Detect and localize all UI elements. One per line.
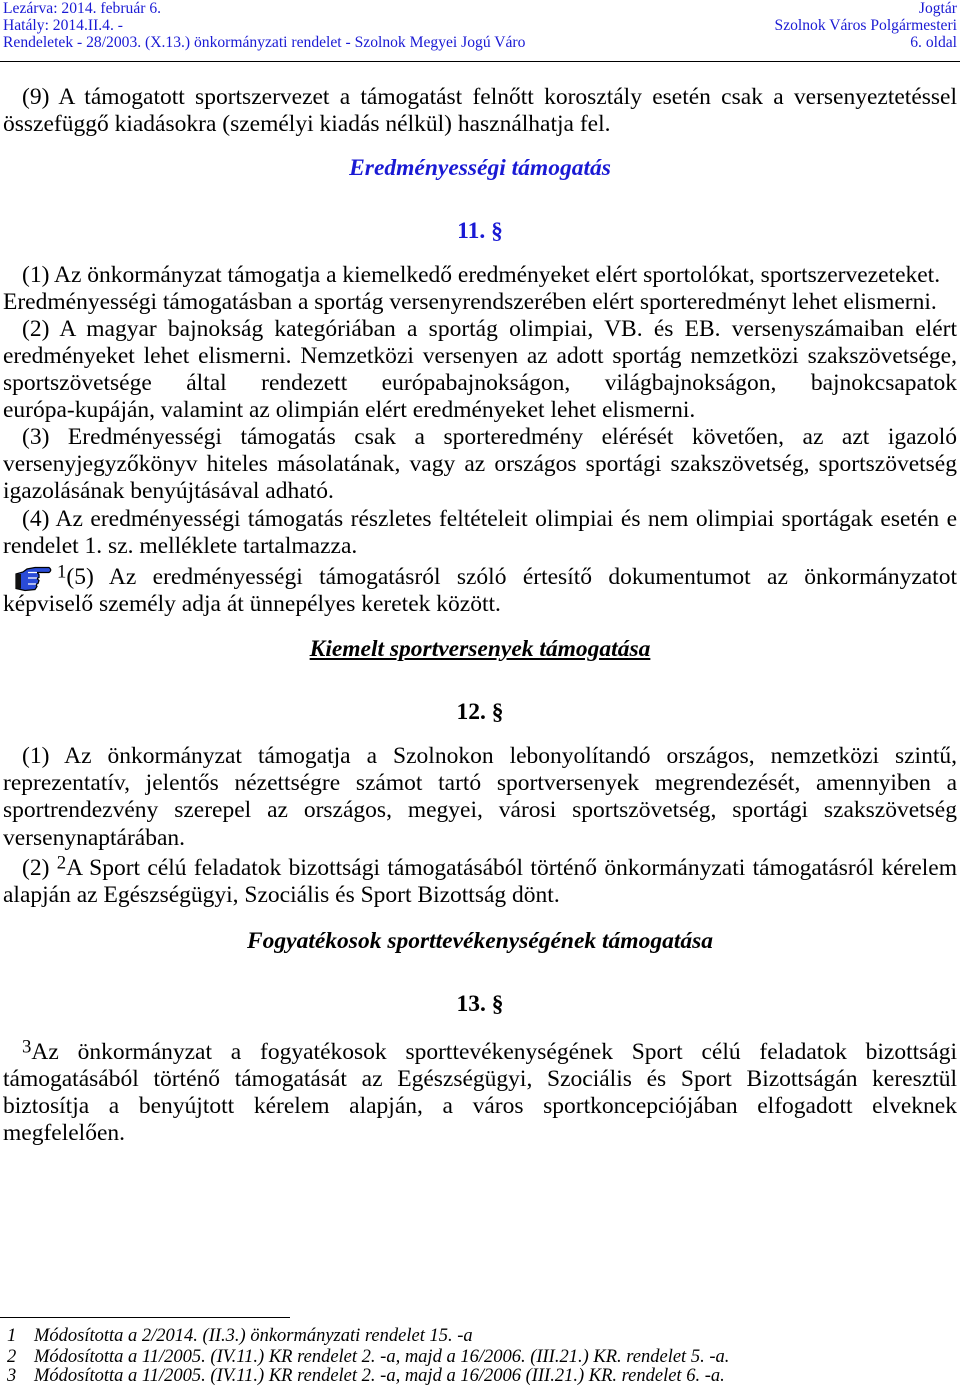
paragraph-9-line-1: (9) A támogatott sportszervezet a támogatást felnőtt korosztály esetén csak a versenyeztetéssel [22, 84, 957, 110]
footnote-2-number: 2 [7, 1347, 17, 1367]
s11-p3-line-2: versenyjegyzőkönyv hiteles másolatának, vagy az országos sportági szakszövetség, sportszövetség [3, 451, 957, 477]
header-document-title: Rendeletek - 28/2003. (X.13.) önkormányzati rendelet - Szolnok Megyei Jogú Váro [3, 34, 526, 51]
s11-p1-line-1: (1) Az önkormányzat támogatja a kiemelkedő eredményeket elért sportolókat, sportszervezeteket. [22, 262, 941, 288]
s12-p2-line-2: alapján az Egészségügyi, Szociális és Sport Bizottság dönt. [3, 882, 560, 908]
page-header-left [3, 0, 525, 51]
s13-p1-line-1 [22, 1039, 957, 1066]
s12-p1-line-4: versenynaptárában. [3, 825, 186, 851]
footnote-3-text: Módosította a 11/2005. (IV.11.) KR rendelet 2. -a, majd a 16/2006 (III.21.) KR. rendelet 6. -a. [34, 1366, 725, 1386]
footnote-2-text: Módosította a 11/2005. (IV.11.) KR rendelet 2. -a, majd a 16/2006. (III.21.) KR. rendelet 5. -a. [34, 1347, 730, 1367]
s11-p5-line-2: képviselő személy adja át ünnepélyes keretek között. [3, 591, 501, 617]
footnote-ref-1: 1 [57, 564, 67, 583]
s11-p1-line-2: Eredményességi támogatásban a sportág versenyrendszerében elért sporteredményt lehet elismerni. [3, 289, 937, 315]
section-number-11: 11. § [457, 218, 503, 244]
header-source: Jogtár [918, 0, 957, 17]
s13-p1-line-1-text: Az önkormányzat a fogyatékosok sporttevékenységének Sport célú feladatok bizottsági [31, 1039, 957, 1065]
s12-p1-line-2: reprezentatív, jelentős nézettségre számot tartó sportversenyek megrendezését, amennyiben a [3, 770, 957, 796]
section-title-eredmenyessegi: Eredményességi támogatás [349, 155, 611, 181]
s12-p2-line-1-text: A Sport célú feladatok bizottsági támogatásából történő önkormányzati támogatásról kérelem [66, 855, 957, 881]
footnote-divider [0, 1317, 290, 1318]
section-number-12: 12. § [456, 699, 504, 725]
s11-p4-line-2: rendelet 1. sz. melléklete tartalmazza. [3, 533, 358, 559]
header-effective-date: Hatály: 2014.II.4. - [3, 17, 123, 34]
s11-p3-line-1: (3) Eredményességi támogatás csak a sporteredmény elérését követően, az azt igazoló [22, 424, 957, 450]
s13-p1-line-3: biztosítja a benyújtott kérelem alapján, a város sportkoncepciójában elfogadott elveknek [3, 1093, 957, 1119]
section-title-kiemelt: Kiemelt sportversenyek támogatása [309, 636, 651, 662]
footnote-ref-2: 2 [56, 855, 67, 874]
section-number-13: 13. § [456, 991, 504, 1017]
paragraph-9-line-2: összefüggő kiadásokra (személyi kiadás nélkül) használhatja fel. [3, 111, 611, 137]
s11-p2-line-1: (2) A magyar bajnokság kategóriában a sportág olimpiai, VB. és EB. versenyszámaiban elért [22, 316, 957, 342]
s13-p1-line-2: támogatásából történő támogatását az Egészségügyi, Szociális és Sport Bizottságán keresztül [3, 1066, 957, 1092]
s11-p3-line-3: igazolásának benyújtásával adható. [3, 478, 334, 504]
footnote-ref-3: 3 [22, 1039, 32, 1058]
footnote-2 [0, 1347, 960, 1367]
s12-p2-prefix: (2) [22, 855, 50, 881]
footnote-1-number: 1 [7, 1326, 17, 1346]
s13-p1-line-4: megfelelően. [3, 1120, 126, 1146]
footnote-3 [0, 1366, 960, 1386]
s11-p5-line-1 [57, 564, 957, 591]
header-page-number: 6. oldal [910, 34, 957, 51]
s12-p1-line-1: (1) Az önkormányzat támogatja a Szolnokon lebonyolítandó országos, nemzetközi szintű, [22, 743, 957, 769]
footnote-1 [0, 1326, 960, 1346]
footnote-1-text: Módosította a 2/2014. (II.3.) önkormányzati rendelet 15. -a [34, 1326, 473, 1346]
header-divider [0, 61, 960, 62]
footnote-3-number: 3 [7, 1366, 17, 1386]
s12-p2-line-1 [22, 855, 957, 882]
pointing-hand-icon [15, 564, 53, 592]
s12-p1-line-3: sportrendezvény szerepel az országos, megyei, városi sportszövetség, sportági szakszövetség [3, 797, 957, 823]
s11-p5-line-1-text: (5) Az eredményességi támogatásról szóló értesítő dokumentumot az önkormányzatot [66, 564, 957, 590]
header-issuer: Szolnok Város Polgármesteri [774, 17, 957, 34]
s11-p4-line-1: (4) Az eredményességi támogatás részletes feltételeit olimpiai és nem olimpiai sportágak esetén e [22, 506, 957, 532]
section-title-fogyatekosok: Fogyatékosok sporttevékenységének támogatása [246, 928, 714, 954]
page-header-right [775, 0, 957, 51]
s11-p2-line-2: eredményeket lehet elismerni. Nemzetközi versenyen az adott sportág nemzetközi szakszövetsége, [3, 343, 957, 369]
header-locked-date: Lezárva: 2014. február 6. [3, 0, 162, 17]
s11-p2-line-4: európa-kupáján, valamint az olimpián elért eredményeket lehet elismerni. [3, 397, 696, 423]
s11-p2-line-3: sportszövetsége által rendezett európabajnokságon, világbajnokságon, bajnokcsapatok [3, 370, 957, 396]
